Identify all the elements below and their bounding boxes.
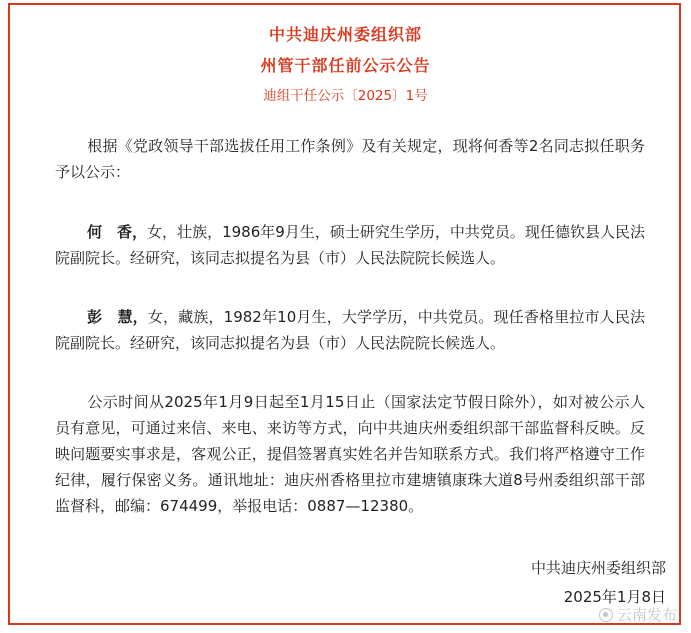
- document-number: 迪组干任公示〔2025〕1号: [263, 88, 428, 104]
- org-title: 中共迪庆州委组织部: [268, 25, 422, 44]
- signature-org: 中共迪庆州委组织部: [530, 559, 666, 577]
- weibo-icon: [599, 608, 613, 622]
- notice-text: 公示时间从2025年1月9日起至1月15日止（国家法定节假日除外），如对被公示人员有意见，可通过来信、来电、来访等方式，向中共迪庆州委组织部干部监督科反映。反映问题要实事求是，客观公正，提倡签署真实姓名并告知联系方式。我们将严格遵守工作纪律，履行保密义务。通讯地址：迪庆州香格里拉市建塘镇康珠大道8号州委组织部干部监督科，邮编：674499，举报电话：0887—12380。: [55, 393, 645, 515]
- candidate-paragraph: [55, 219, 645, 271]
- candidate-text: 女，藏族，1982年10月生，大学学历，中共党员。现任香格里拉市人民法院副院长。经研究，该同志拟提名为县（市）人民法院院长候选人。: [55, 308, 645, 352]
- intro-paragraph: [55, 133, 645, 185]
- candidate-name: 何 香，: [87, 223, 148, 241]
- watermark: [599, 604, 677, 625]
- notice-title: 州管干部任前公示公告: [260, 56, 431, 75]
- watermark-text: 云南发布: [616, 606, 677, 624]
- candidate-text: 女，壮族，1986年9月生，硕士研究生学历，中共党员。现任德钦县人民法院副院长。经研究，该同志拟提名为县（市）人民法院院长候选人。: [55, 223, 645, 267]
- intro-text: 根据《党政领导干部选拔任用工作条例》及有关规定，现将何香等2名同志拟任职务予以公示：: [55, 137, 645, 181]
- candidate-paragraph: [55, 304, 645, 356]
- candidate-name: 彭 慧，: [87, 308, 148, 326]
- signature-date: 2025年1月8日: [563, 588, 666, 606]
- notice-paragraph: [55, 389, 645, 519]
